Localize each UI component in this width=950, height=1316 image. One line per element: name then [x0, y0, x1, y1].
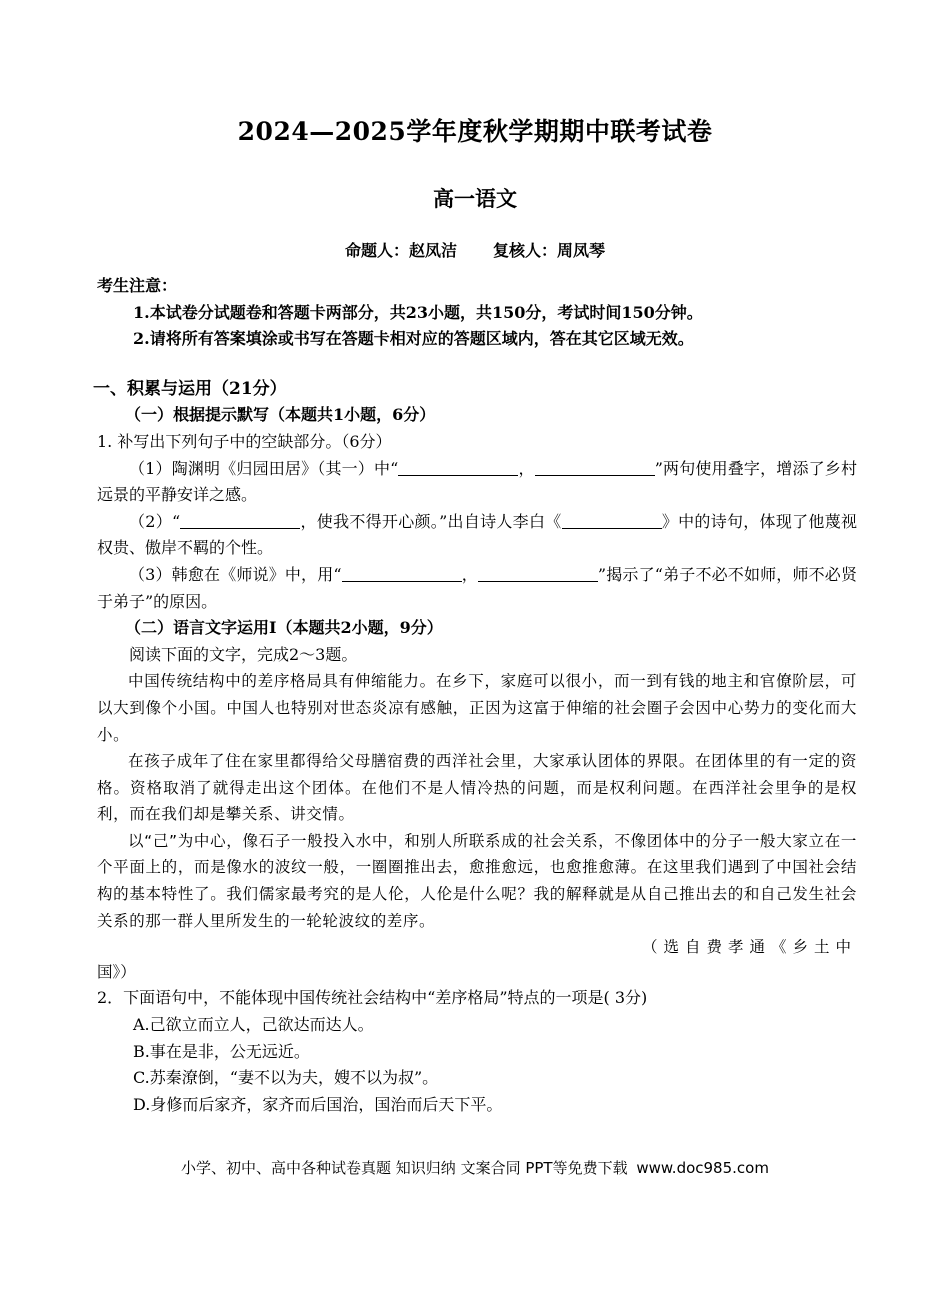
answer-option: C.苏秦潦倒，“妻不以为夫，嫂不以为叔”。	[133, 1068, 439, 1088]
page-footer	[0, 1157, 950, 1178]
question-text: ，使我不得开心颜。”出自诗人李白《	[300, 511, 562, 531]
footer-url[interactable]: www.doc985.com	[636, 1159, 769, 1177]
question-text: ”揭示了“弟子不必不如师，师不必贤于弟子”的原因。	[97, 564, 857, 611]
exam-authors	[0, 238, 950, 261]
question-text: ，	[461, 564, 478, 584]
notice-item: 1.本试卷分试题卷和答题卡两部分，共23小题，共150分，考试时间150分钟。	[133, 302, 703, 322]
question-stem: 2．下面语句中，不能体现中国传统社会结构中“差序格局”特点的一项是( 3分)	[97, 988, 648, 1008]
notice-item: 2.请将所有答案填涂或书写在答题卡相对应的答题区域内，答在其它区域无效。	[133, 329, 694, 349]
question-item	[97, 456, 857, 509]
part-heading: （二）语言文字运用Ⅰ（本题共2小题，9分）	[125, 618, 443, 638]
answer-blank[interactable]	[342, 563, 462, 582]
answer-option: B.事在是非，公无远近。	[133, 1041, 310, 1061]
answer-option: A.己欲立而立人，己欲达而达人。	[133, 1015, 374, 1035]
exam-subject: 高一语文	[433, 186, 517, 211]
passage-paragraph: 以“己”为中心，像石子一般投入水中，和别人所联系成的社会关系，不像团体中的分子一般大家立在一个平面上的，而是像水的波纹一般，一圈圈推出去，愈推愈远，也愈推愈薄。在这里我们遇到了中国社会结构的基本特性了。我们儒家最考究的是人伦，人伦是什么呢？我的解释就是从自己推出去的和自己发生社会关系的那一群人里所发生的一轮轮波纹的差序。	[97, 831, 857, 930]
footer-text: 小学、初中、高中各种试卷真题 知识归纳 文案合同 PPT等免费下载	[181, 1159, 628, 1177]
passage-source-cont: 国》）	[97, 962, 136, 981]
section-heading: 一、积累与运用（21分）	[93, 378, 287, 399]
question-item	[97, 509, 857, 562]
question-text: ”两句使用叠字，增添了乡村远景的平静安详之感。	[97, 458, 857, 505]
exam-title: 2024—2025学年度秋学期期中联考试卷	[237, 117, 713, 146]
answer-blank[interactable]	[535, 457, 655, 476]
passage-paragraph: 在孩子成年了住在家里都得给父母膳宿费的西洋社会里，大家承认团体的界限。在团体里的有一定的资格。资格取消了就得走出这个团体。在他们不是人情冷热的问题，而是权利问题。在西洋社会里争的是权利，而在我们却是攀关系、讲交情。	[97, 752, 857, 824]
answer-blank[interactable]	[398, 457, 518, 476]
reading-intro: 阅读下面的文字，完成2～3题。	[129, 644, 358, 664]
question-text: （1）陶渊明《归园田居》（其一）中“	[129, 458, 399, 478]
answer-blank[interactable]	[180, 510, 300, 529]
passage-paragraph: 中国传统结构中的差序格局具有伸缩能力。在乡下，家庭可以很小，而一到有钱的地主和官僚阶层，可以大到像个小国。中国人也特别对世态炎凉有感触，正因为这富于伸缩的社会圈子会因中心势力的变化而大小。	[97, 672, 857, 744]
question-text: ，	[518, 458, 535, 478]
question-stem: 1. 补写出下列句子中的空缺部分。（6分）	[97, 431, 392, 451]
author-label: 命题人：赵凤洁	[344, 241, 457, 260]
question-text: （2）“	[129, 511, 181, 531]
reviewer-label: 复核人：周凤琴	[493, 241, 606, 260]
question-text: （3）韩愈在《师说》中，用“	[129, 564, 342, 584]
answer-option: D.身修而后家齐，家齐而后国治，国治而后天下平。	[133, 1094, 503, 1114]
exam-content	[93, 273, 857, 1118]
answer-blank[interactable]	[562, 510, 662, 529]
part-heading: （一）根据提示默写（本题共1小题，6分）	[125, 405, 436, 425]
question-item	[97, 562, 857, 615]
answer-blank[interactable]	[478, 563, 598, 582]
passage-source: （选自费孝通《乡土中	[641, 938, 857, 957]
question-text: 》中的诗句，体现了他蔑视权贵、傲岸不羁的个性。	[97, 511, 857, 558]
notice-heading: 考生注意：	[97, 276, 178, 295]
